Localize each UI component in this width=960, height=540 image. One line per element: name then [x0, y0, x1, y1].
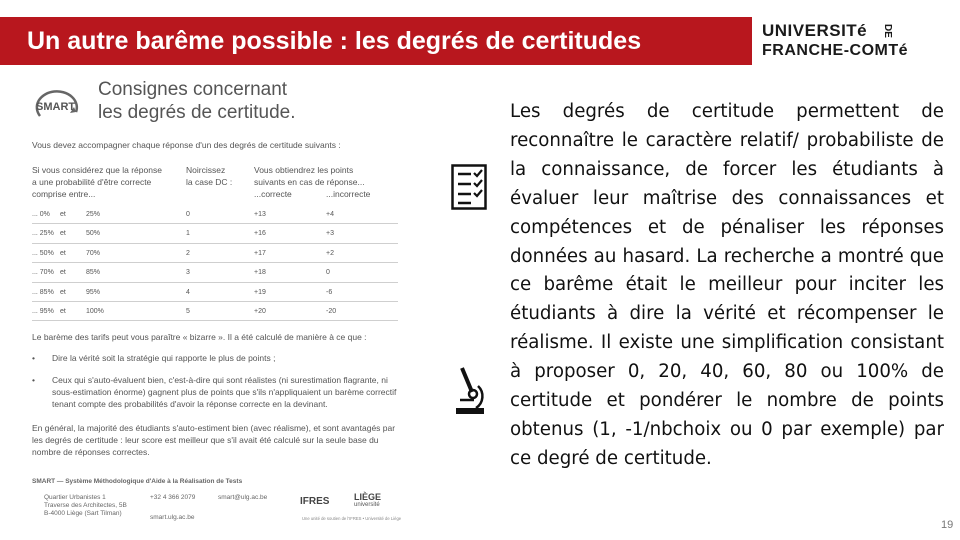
- table-row: [32, 205, 398, 224]
- correct-points: +17: [254, 249, 266, 257]
- certitude-table: [32, 205, 398, 321]
- range-to: 70%: [86, 249, 101, 257]
- incorrect-points: +3: [326, 230, 334, 238]
- table-row: [32, 244, 398, 263]
- title-bar: [0, 0, 960, 68]
- dc-value: 5: [186, 307, 190, 315]
- correct-points: +16: [254, 230, 266, 238]
- table-row: [32, 263, 398, 282]
- doc-col3-header-line1: Vous obtiendrez les points: [254, 165, 354, 175]
- dc-value: 3: [186, 269, 190, 277]
- range-to: 50%: [86, 230, 101, 238]
- doc-col2-header-line2: la case DC :: [186, 177, 233, 187]
- logo-side: DE: [882, 24, 893, 38]
- doc-col1-header-line2: a une probabilité d'être correcte: [32, 177, 152, 187]
- range-to: 95%: [86, 288, 101, 296]
- correct-points: +20: [254, 307, 266, 315]
- incorrect-points: -20: [326, 307, 337, 315]
- bullet-dot: •: [32, 353, 35, 363]
- table-row: [32, 302, 398, 321]
- range-et: et: [60, 307, 66, 315]
- smart-logo: [32, 86, 84, 124]
- range-to: 85%: [86, 269, 101, 277]
- table-row: [32, 283, 398, 302]
- range-from: ... 0%: [32, 211, 50, 218]
- liege-logo-sub: université: [354, 502, 380, 508]
- doc-col3-header: [254, 164, 371, 200]
- doc-heading: [98, 78, 296, 124]
- doc-bullet-2: [32, 374, 400, 414]
- range-et: et: [60, 269, 66, 277]
- table-row: [32, 224, 398, 243]
- incorrect-points: -6: [326, 288, 333, 296]
- logo-line1: UNIVERSITé: [762, 21, 868, 40]
- doc-paragraph-1: Le barème des tarifs peut vous paraître « bizarre ». Il a été calculé de manière à ce que :: [32, 332, 367, 342]
- page-number: 19: [941, 519, 954, 531]
- range-to: 100%: [86, 307, 104, 315]
- doc-bullet-1: [32, 352, 400, 366]
- doc-intro: Vous devez accompagner chaque réponse d'un des degrés de certitude suivants :: [32, 140, 341, 150]
- smart-logo-text: SMART: [36, 101, 76, 113]
- doc-col2-header-line1: Noircissez: [186, 165, 226, 175]
- doc-heading-line1: Consignes concernant: [98, 79, 288, 100]
- doc-col3-subheaders: [254, 188, 371, 200]
- incorrect-points: +2: [326, 249, 334, 257]
- logo-line2: FRANCHE-COMTé: [762, 42, 909, 59]
- doc-col1-header-line1: Si vous considérez que la réponse: [32, 165, 162, 175]
- body-paragraph: [510, 98, 944, 474]
- range-et: et: [60, 288, 66, 296]
- doc-footer: [32, 478, 402, 524]
- range-to: 25%: [86, 211, 101, 218]
- range-et: et: [60, 249, 66, 257]
- correct-points: +13: [254, 211, 266, 218]
- bullet-dot: •: [32, 375, 35, 385]
- dc-value: 4: [186, 288, 190, 296]
- footer-mail: smart@ulg.ac.be: [218, 494, 268, 501]
- doc-col3-correct: ...correcte: [254, 189, 292, 199]
- doc-col1-header: [32, 164, 162, 200]
- range-from: ... 85%: [32, 288, 54, 296]
- footer-address-1: Quartier Urbanistes 1: [44, 494, 106, 501]
- footer-address-3: B-4000 Liège (Sart Tilman): [44, 510, 122, 517]
- range-from: ... 95%: [32, 307, 54, 315]
- range-from: ... 50%: [32, 249, 54, 257]
- footer-phone: +32 4 366 2079: [150, 494, 196, 501]
- doc-col3-incorrect: ...incorrecte: [326, 189, 371, 199]
- doc-col2-header: [186, 164, 232, 188]
- range-from: ... 25%: [32, 230, 54, 238]
- instructions-document: [28, 72, 408, 524]
- doc-col1-header-line3: comprise entre...: [32, 189, 96, 199]
- microscope-icon: [452, 366, 488, 416]
- correct-points: +18: [254, 269, 266, 277]
- footer-address-2: Traverse des Architectes, 5B: [44, 502, 127, 509]
- bullet-text: Ceux qui s'auto-évaluent bien, c'est-à-dire qui sont réalistes (ni surestimation flagrante, ni sous-estimation énorme) gagnent plus de points que s'ils n'appliquaient un barème correctif tenant compte des probabilités d'avoir la réponse correcte en la devinant.: [52, 375, 397, 409]
- footer-title: SMART — Système Méthodologique d'Aide à la Réalisation de Tests: [32, 478, 243, 485]
- incorrect-points: +4: [326, 211, 334, 218]
- doc-header: [32, 78, 402, 128]
- dc-value: 0: [186, 211, 190, 218]
- doc-heading-line2: les degrés de certitude.: [98, 102, 296, 123]
- slide-title: Un autre barême possible : les degrés de certitudes: [27, 27, 642, 55]
- incorrect-points: 0: [326, 269, 330, 277]
- dc-value: 1: [186, 230, 190, 238]
- doc-paragraph-2: En général, la majorité des étudiants s'auto-estiment bien (avec réalisme), et sont avantagés par les degrés de certitude : leur score est meilleur que s'il avait été calculé sur la seule base du nombre de réponses correctes.: [32, 423, 396, 457]
- ifres-logo: IFRES: [300, 496, 330, 507]
- correct-points: +19: [254, 288, 266, 296]
- doc-col3-header-line2: suivants en cas de réponse...: [254, 177, 365, 187]
- range-et: et: [60, 230, 66, 238]
- bullet-text: Dire la vérité soit la stratégie qui rapporte le plus de points ;: [52, 353, 276, 363]
- dc-value: 2: [186, 249, 190, 257]
- body-paragraph-text: Les degrés de certitude permettent de reconnaître le caractère relatif/ probabiliste de la connaissance, de forcer les étudiants à évaluer leur maîtrise des connaissances et compétences et de pénaliser les réponses données au hasard. La recherche a montré que ce barême était le meilleur pour inciter les étudiants à dire la vérité et récompenser le réalisme. Il existe une simplification consistant à proposer 0, 20, 40, 60, 80 ou 100% de certitude et pondérer le nombre de points obtenus (1, -1/nbchoix ou 0 par exemple) par ce degré de certitude.: [510, 101, 944, 469]
- checklist-icon: [451, 164, 487, 210]
- university-logo: [762, 18, 909, 64]
- footer-web: smart.ulg.ac.be: [150, 514, 195, 521]
- range-from: ... 70%: [32, 269, 54, 277]
- liege-logo: LIÈGE: [354, 492, 382, 502]
- footer-unit: Une unité de soutien de l'IFRES • Université de Liège: [302, 516, 402, 521]
- range-et: et: [60, 211, 66, 218]
